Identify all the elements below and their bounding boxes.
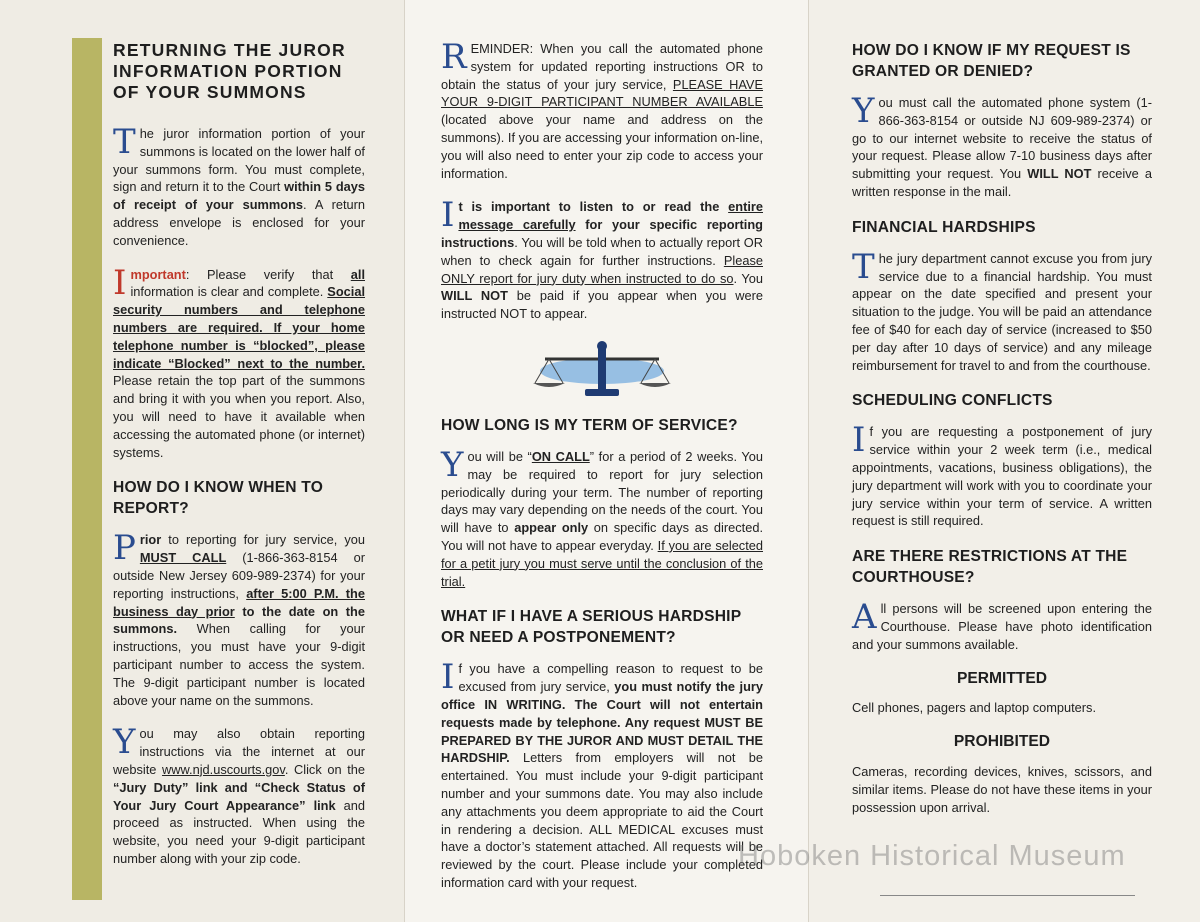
dropcap: R [441, 37, 467, 77]
paragraph-permitted: Cell phones, pagers and laptop computers. [852, 700, 1097, 716]
dropcap: Y [441, 444, 464, 485]
dropcap: T [113, 122, 136, 162]
paragraph-reminder: REMINDER: When you call the automated phone system for updated reporting instructions OR to obtain the status of your jury service, PLEASE HAVE YOUR 9-DIGIT PARTICIPANT NUMBER AVAILABLE (located above your name and address on the summons). If you are accessing your information on-line, you will also need to enter your zip code to access your information. [441, 37, 764, 181]
paragraph-listen-carefully: It is important to listen to or read the entire message carefully for your specific reporting instructions. You will be told when to actually report OR when to check again for further instructions. Please ONLY report for jury duty when instructed to do so. You WILL NOT be paid if you appear when you were instructed NOT to appear. [441, 195, 763, 322]
middle-column [441, 37, 764, 908]
left-column [113, 40, 365, 884]
dropcap: I [852, 420, 866, 461]
paragraph-scheduling: If you are requesting a postponement of jury service within your 2 week term (i.e., medical appointments, vacations, business obligations), the jury department will work with you to coordinate your jury service within your term of service. A written request is still required. [852, 420, 1152, 529]
dropcap: Y [113, 722, 136, 763]
paragraph-on-call: You will be “ON CALL” for a period of 2 weeks. You may be required to report for jury selection periodically during your term. The number of reporting days may vary depending on the needs of the court. You will have to appear only on specific days as directed. You will not have to appear everyday. If you are selected for a petit jury you must serve until the conclusion of the trial. [441, 444, 764, 589]
dropcap: A [852, 597, 877, 638]
panel-middle [404, 0, 808, 922]
paragraph-financial: The jury department cannot excuse you from jury service due to a financial hardship. You must appear on the date specified and present your situation to the judge. You will be paid an attendance fee of $40 for each day of service (increased to $50 per day after 10 days of service) and any mileage reimbursement for travel to and from the courthouse. [852, 246, 1152, 373]
heading-scheduling-conflicts: SCHEDULING CONFLICTS [852, 392, 1053, 410]
panel1-title: RETURNING THE JUROR INFORMATION PORTION OF YOUR SUMMONS [113, 40, 346, 102]
website-link[interactable]: www.njd.uscourts.gov [162, 761, 285, 777]
panel-right [808, 0, 1200, 922]
right-column [852, 40, 1152, 832]
dropcap: T [852, 246, 875, 287]
heading-permitted: PERMITTED [956, 669, 1048, 687]
heading-when-to-report: HOW DO I KNOW WHEN TO REPORT? [113, 479, 324, 518]
paragraph-important: Important: Please verify that all information is clear and complete. Social security numbers and telephone numbers are required. If your home telephone number is “blocked”, please indicate “Blocked” next to the number. Please retain the top part of the summons and bring it with you when you report. Also, you will need to have it available when accessing the automated phone (or internet) systems. [113, 262, 365, 460]
dropcap: I [441, 195, 455, 236]
paragraph-return-info: The juror information portion of your summons is located on the lower half of your summons form. You must complete, sign and return it to the Court within 5 days of receipt of your summons. A return address envelope is enclosed for your convenience. [113, 122, 366, 248]
heading-restrictions: ARE THERE RESTRICTIONS AT THE COURTHOUSE? [852, 548, 1128, 587]
heading-request-status: HOW DO I KNOW IF MY REQUEST IS GRANTED OR DENIED? [852, 42, 1131, 80]
paragraph-screening: All persons will be screened upon entering the Courthouse. Please have photo identification and your summons available. [852, 597, 1152, 652]
paragraph-request-status: You must call the automated phone system (1-866-363-8154 or outside NJ 609-989-2374) or go to our internet website to receive the status of your request. Please allow 7-10 business days after submitting your request. You WILL NOT receive a written response in the mail. [852, 91, 1152, 199]
signature-line [880, 895, 1135, 896]
panel-left [0, 0, 404, 922]
heading-prohibited: PROHIBITED [953, 733, 1051, 751]
olive-stripe [72, 38, 102, 900]
dropcap: Y [852, 91, 875, 131]
heading-term-of-service: HOW LONG IS MY TERM OF SERVICE? [441, 416, 738, 434]
dropcap: P [113, 528, 136, 569]
dropcap: I [113, 262, 127, 303]
paragraph-hardship: If you have a compelling reason to request to be excused from jury service, you must notify the jury office IN WRITING. The Court will not entertain requests made by telephone. Any request MUST BE PREPARED BY THE JUROR AND MUST DETAIL THE HARDSHIP. Letters from employers will not be entertained. You must include your 9-digit participant number and your summons date. You may also include any attachments you deem appropriate to aid the Court in rendering a decision. ALL MEDICAL excuses must have a doctor’s statement attached. All requests will be reviewed by the court. Please include your completed information card with your request. [441, 657, 763, 890]
heading-financial-hardships: FINANCIAL HARDSHIPS [852, 218, 1036, 236]
heading-hardship-postponement: WHAT IF I HAVE A SERIOUS HARDSHIP OR NEED A POSTPONEMENT? [441, 608, 742, 647]
scales-of-justice-icon [527, 339, 677, 401]
paragraph-prior-to-reporting: Prior to reporting for jury service, you MUST CALL (1-866-363-8154 or outside New Jersey 609-989-2374) for your reporting instructions, after 5:00 P.M. the business day prior to the date on the summons. When calling for your instructions, you must have your 9-digit participant number to access the system. The 9-digit participant number is located above your name on the summons. [113, 528, 365, 708]
paragraph-internet: You may also obtain reporting instructions via the internet at our website www.njd.uscourts.gov. Click on the “Jury Duty” link and “Check Status of Your Jury Court Appearance” link and proceed as instructed. When using the website, you need your 9-digit participant number along with your zip code. [113, 722, 365, 866]
paragraph-prohibited: Cameras, recording devices, knives, scissors, and similar items. Please do not have these items in your possession upon arrival. [852, 763, 1152, 815]
dropcap: I [441, 657, 455, 698]
watermark: Hoboken Historical Museum [738, 840, 1126, 872]
